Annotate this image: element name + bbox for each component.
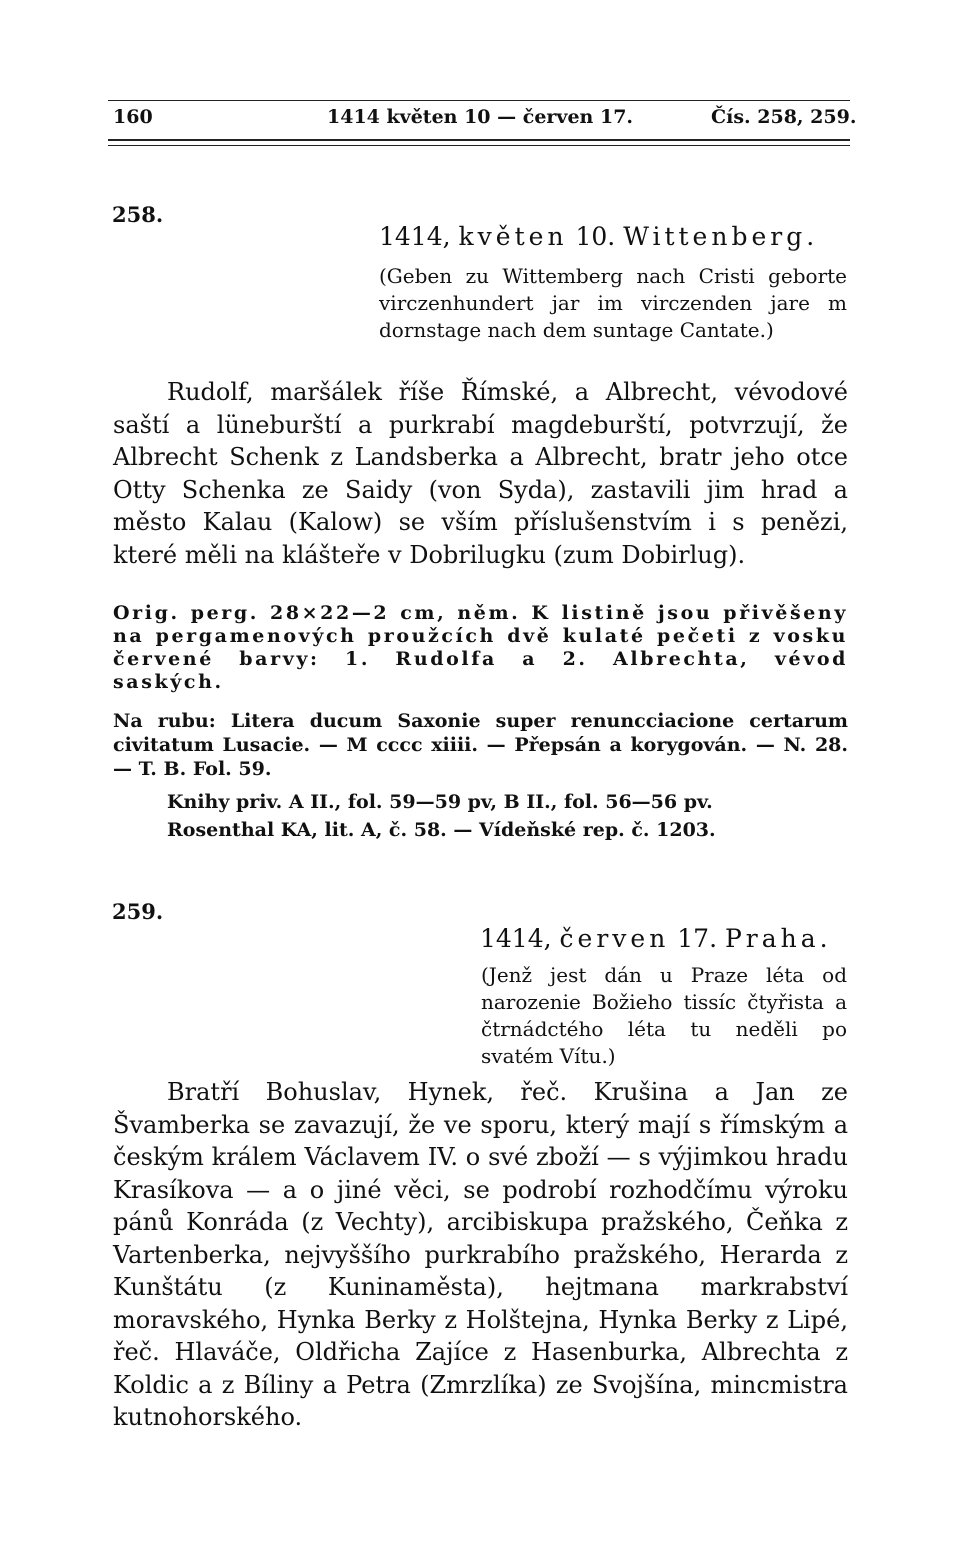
header-top-rule bbox=[108, 100, 850, 101]
entry-date-day: 10. bbox=[567, 222, 624, 251]
regest-body: Rudolf, maršálek říše Římské, a Albrecht, vévodové saští a lüneburští a purkrabí magdeburští, potvrzují, že Albrecht Schenk z Landsberka a Albrecht, bratr jeho otce Otty Schenka ze Saidy (von Syda), zastavili jim hrad a město Kalau (Kalow) se vším příslušenstvím i s penězi, které měli na klášteře v Dobrilugku (zum Dobirlug). bbox=[113, 378, 848, 569]
entry-place: Praha. bbox=[724, 924, 832, 953]
header-doc-numbers: Čís. 258, 259. bbox=[711, 106, 857, 128]
entry-date-month: červen bbox=[559, 924, 670, 953]
original-date-text: (Geben zu Wittemberg nach Cristi geborte virczenhundert jar im virczenden jare m dornstage nach dem suntage Cantate.) bbox=[379, 264, 847, 342]
source-reference: Rosenthal KA, lit. A, č. 58. — Vídeňské rep. č. 1203. bbox=[167, 819, 716, 841]
entry-date-place bbox=[480, 924, 832, 953]
original-date-text: (Jenž jest dán u Praze léta od narozenie Božieho tissíc čtyřista a čtrnádctého léta tu neděli po svatém Vítu.) bbox=[481, 963, 847, 1068]
entry-number: 258. bbox=[112, 202, 164, 227]
page-number: 160 bbox=[113, 106, 153, 128]
entry-date-year: 1414, bbox=[379, 222, 459, 251]
header-date-range: 1414 květen 10 — červen 17. bbox=[327, 106, 634, 128]
running-header bbox=[113, 104, 857, 134]
entry-date-place bbox=[379, 222, 818, 251]
regest-body: Bratří Bohuslav, Hynek, řeč. Krušina a Jan ze Švamberka se zavazují, že ve sporu, který mají s římským a českým králem Václavem IV. o své zboží — s výjimkou hradu Krasíkova — a o jiné věci, se podrobí rozhodčímu výroku pánů Konráda (z Vechty), arcibiskupa pražského, Čeňka z Vartenberka, nejvyššího purkrabího pražského, Herarda z Kunštátu (z Kuninaměsta), hejtmana markrabství moravského, Hynka Berky z Holštejna, Hynka Berky z Lipé, řeč. Hlaváče, Oldřicha Zajíce z Hasenburka, Albrechta z Koldic a z Bíliny a Petra (Zmrzlíka) ze Svojšína, mincmistra kutnohorského. bbox=[113, 1078, 848, 1431]
dorsal-note: Na rubu: Litera ducum Saxonie super renuncciacione certarum civitatum Lusacie. — M cccc xiiii. — Přepsán a korygován. — N. 28. — T. B. Fol. 59. bbox=[113, 710, 848, 780]
entry-place: Wittenberg. bbox=[623, 222, 819, 251]
entry-date-year: 1414, bbox=[480, 924, 560, 953]
document-description: Orig. perg. 28×22—2 cm, něm. K listině jsou přivěšeny na pergamenových proužcích dvě kulaté pečeti z vosku červené barvy: 1. Rudolfa a 2. Albrechta, vévod saských. bbox=[113, 602, 848, 693]
header-rule bbox=[108, 139, 850, 141]
entry-number: 259. bbox=[112, 899, 164, 924]
entry-date-day: 17. bbox=[669, 924, 725, 953]
header-rule-thin bbox=[108, 145, 850, 146]
entry-date-month: květen bbox=[458, 222, 568, 251]
source-reference: Knihy priv. A II., fol. 59—59 pv, B II., fol. 56—56 pv. bbox=[167, 791, 713, 813]
